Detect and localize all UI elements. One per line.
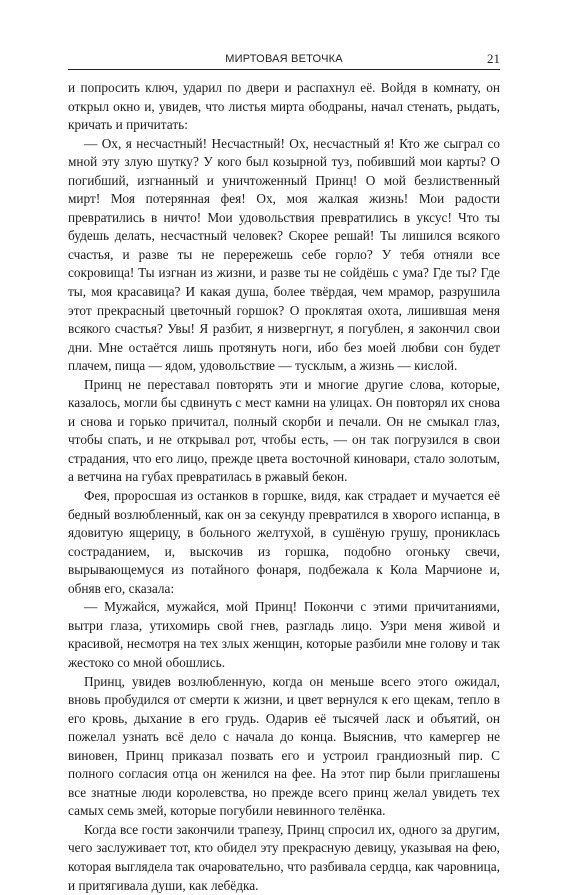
- paragraph: Когда все гости закончили трапезу, Принц спросил их, одного за другим, чего заслуживает тот, кто обидел эту прекрасную девицу, указывая на фею, которая выглядела так очаровательно, что разбивала сердца, как чаровница, и притягивала души, как лебёдка.: [68, 821, 500, 893]
- paragraph: Фея, проросшая из останков в горшке, видя, как страдает и мучается её бедный возлюбленный, как он за секунду превратился в хворого испанца, в ядовитую ящерицу, в больного желтухой, в сушёную грушу, прониклась состраданием, и, выскочив из горшка, подобно огоньку свечи, вырывающемуся из потайного фонаря, подбежала к Кола Марчионе и, обняв его, сказала:: [68, 488, 500, 596]
- paragraph: — Ох, я несчастный! Несчастный! Ох, несчастный я! Кто же сыграл со мной эту злую шутку? У кого был козырной туз, побивший мои карты? О погибший, изгнанный и уничтоженный Принц! О мой безлиственный мирт! Моя потерянная фея! Ох, моя жалкая жизнь! Мои радости превратились в ничто! Мои удовольствия превратились в уксус! Что ты будешь делать, несчастный человек? Скорее решай! Ты лишился всякого счастья, и разве ты не перережешь себе горло? У тебя отняли все сокровища! Ты изгнан из жизни, и разве ты не сойдёшь с ума? Где ты? Где ты, моя красавица? И какая душа, более твёрдая, чем мрамор, разрушила этот прекрасный цветочный горшок? О проклятая охота, лишившая меня всякого счастья? Увы! Я разбит, я низвергнут, я погублен, я закончил свои дни. Мне остаётся лишь протянуть ноги, ибо без моей любви сон будет плачем, пища — ядом, удовольствие — тусклым, а жизнь — кислой.: [68, 135, 500, 374]
- paragraph: — Мужайся, мужайся, мой Принц! Покончи с этими причитаниями, вытри глаза, утихомирь свой гнев, разгладь лицо. Узри меня живой и красивой, несмотря на тех злых женщин, которые разбили мне голову и так жестоко со мной обошлись.: [68, 599, 500, 670]
- page-number: 21: [487, 51, 500, 66]
- running-header: [68, 50, 500, 70]
- running-title: МИРТОВАЯ ВЕТОЧКА: [225, 53, 343, 65]
- paragraph: Принц, увидев возлюбленную, когда он меньше всего этого ожидал, вновь пробудился от смерти к жизни, и цвет вернулся к его щекам, тепло в его кровь, дыхание в его грудь. Одарив её тысячей ласк и объятий, он пожелал узнать всё дело с начала до конца. Выяснив, что камергер не виновен, Принц приказал позвать его и устроил грандиозный пир. С полного согласия отца он женился на фее. На этот пир были приглашены все знатные люди королевства, но прежде всего принц желал увидеть тех самых семь змей, которые погубили невинного телёнка.: [68, 673, 500, 819]
- text-body: [68, 79, 500, 895]
- paragraph: и попросить ключ, ударил по двери и распахнул её. Войдя в комнату, он открыл окно и, увидев, что листья мирта ободраны, начал стенать, рыдать, кричать и причитать:: [68, 80, 500, 133]
- paragraph: Принц не переставал повторять эти и многие другие слова, которые, казалось, могли бы сдвинуть с мест камни на улицах. Он повторял их снова и снова и горько причитал, полный скорби и печали. Он не смыкал глаз, чтобы спать, и не открывал рот, чтобы есть, — он так погрузился в свои страдания, что его лицо, прежде цвета восточной киновари, стало золотым, а ветчина на губах превратилась в ржавый бекон.: [68, 376, 500, 485]
